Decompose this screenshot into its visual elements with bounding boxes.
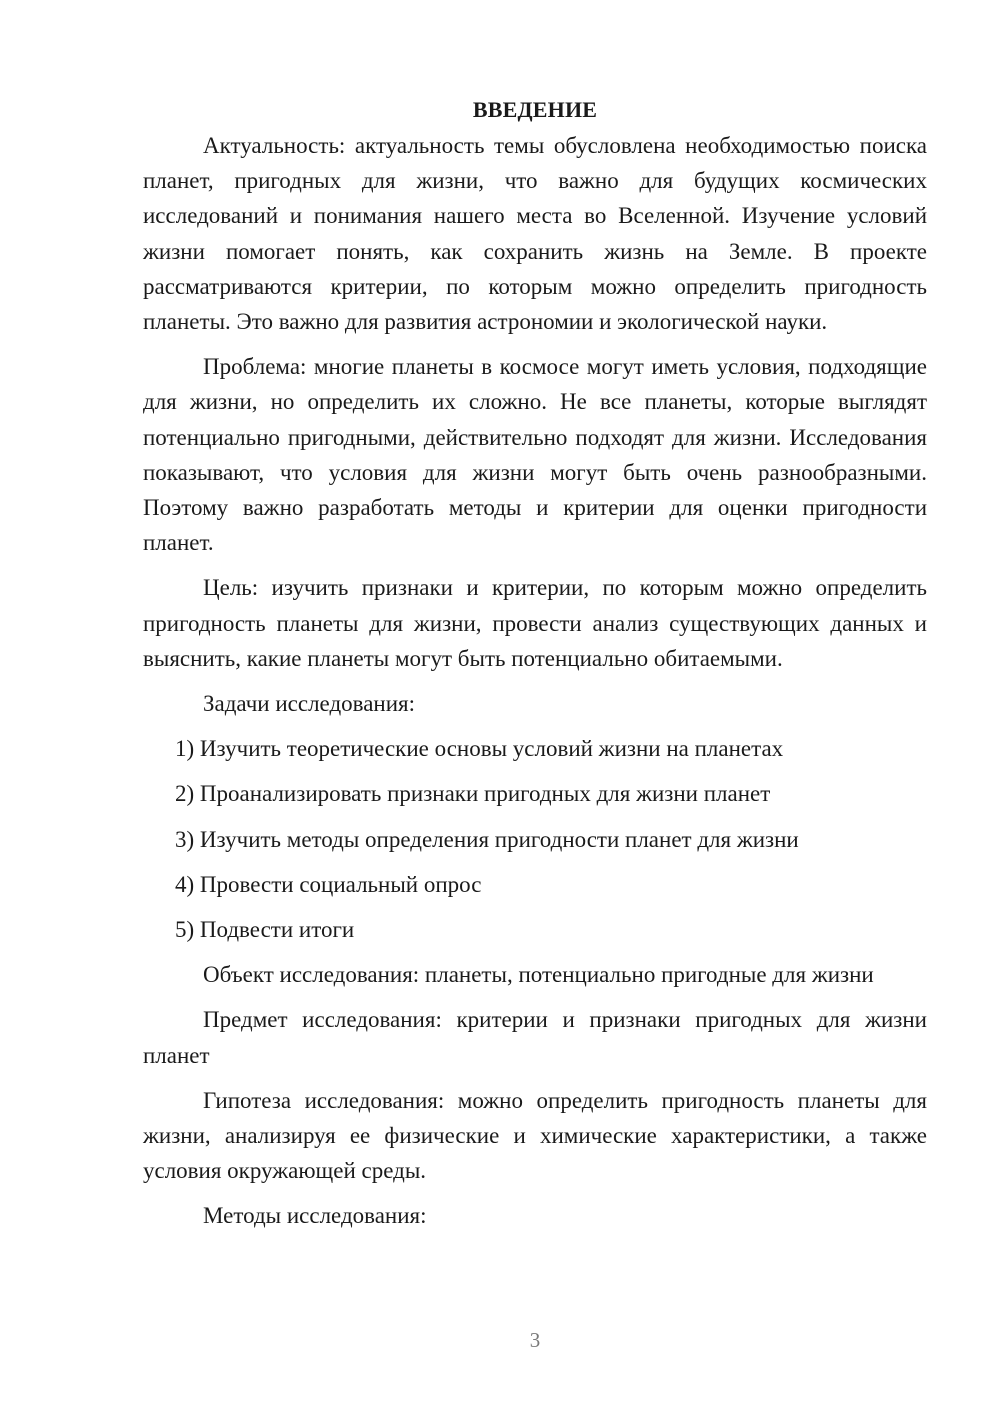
- tasks-heading: Задачи исследования:: [203, 691, 416, 717]
- page-title: ВВЕДЕНИЕ: [472, 97, 598, 122]
- relevance-paragraph: Актуальность: актуальность темы обусловлена необходимостью поиска планет, пригодных для жизни, что важно для будущих космических исследований и понимания нашего места во Вселенной. Изучение условий жизни помогает понять, как сохранить жизнь на Земле. В проекте рассматриваются критерии, по которым можно определить пригодность планеты. Это важно для развития астрономии и экологической науки.: [143, 133, 927, 335]
- hypothesis-paragraph: Гипотеза исследования: можно определить пригодность планеты для жизни, анализируя ее физические и химические характеристики, а также условия окружающей среды.: [143, 1087, 927, 1184]
- object-paragraph: Объект исследования: планеты, потенциально пригодные для жизни: [203, 962, 874, 988]
- methods-heading: Методы исследования:: [203, 1203, 427, 1229]
- tasks-list: [143, 731, 927, 947]
- page-content: [143, 92, 927, 1234]
- list-item: 2) Проанализировать признаки пригодных для жизни планет: [175, 781, 771, 807]
- page-number: 3: [529, 1328, 541, 1352]
- goal-paragraph: Цель: изучить признаки и критерии, по которым можно определить пригодность планеты для жизни, провести анализ существующих данных и выяснить, какие планеты могут быть потенциально обитаемыми.: [143, 575, 927, 671]
- list-item: 1) Изучить теоретические основы условий жизни на планетах: [175, 736, 784, 762]
- list-item: 5) Подвести итоги: [175, 917, 355, 943]
- subject-paragraph: Предмет исследования: критерии и признаки пригодных для жизни планет: [143, 1007, 927, 1068]
- list-item: 4) Провести социальный опрос: [175, 871, 482, 897]
- problem-paragraph: Проблема: многие планеты в космосе могут иметь условия, подходящие для жизни, но определить их сложно. Не все планеты, которые выглядят потенциально пригодными, действительно подходят для жизни. Исследования показывают, что условия для жизни могут быть очень разнообразными. Поэтому важно разработать методы и критерии для оценки пригодности планет.: [143, 354, 927, 556]
- list-item: 3) Изучить методы определения пригодности планет для жизни: [175, 826, 799, 852]
